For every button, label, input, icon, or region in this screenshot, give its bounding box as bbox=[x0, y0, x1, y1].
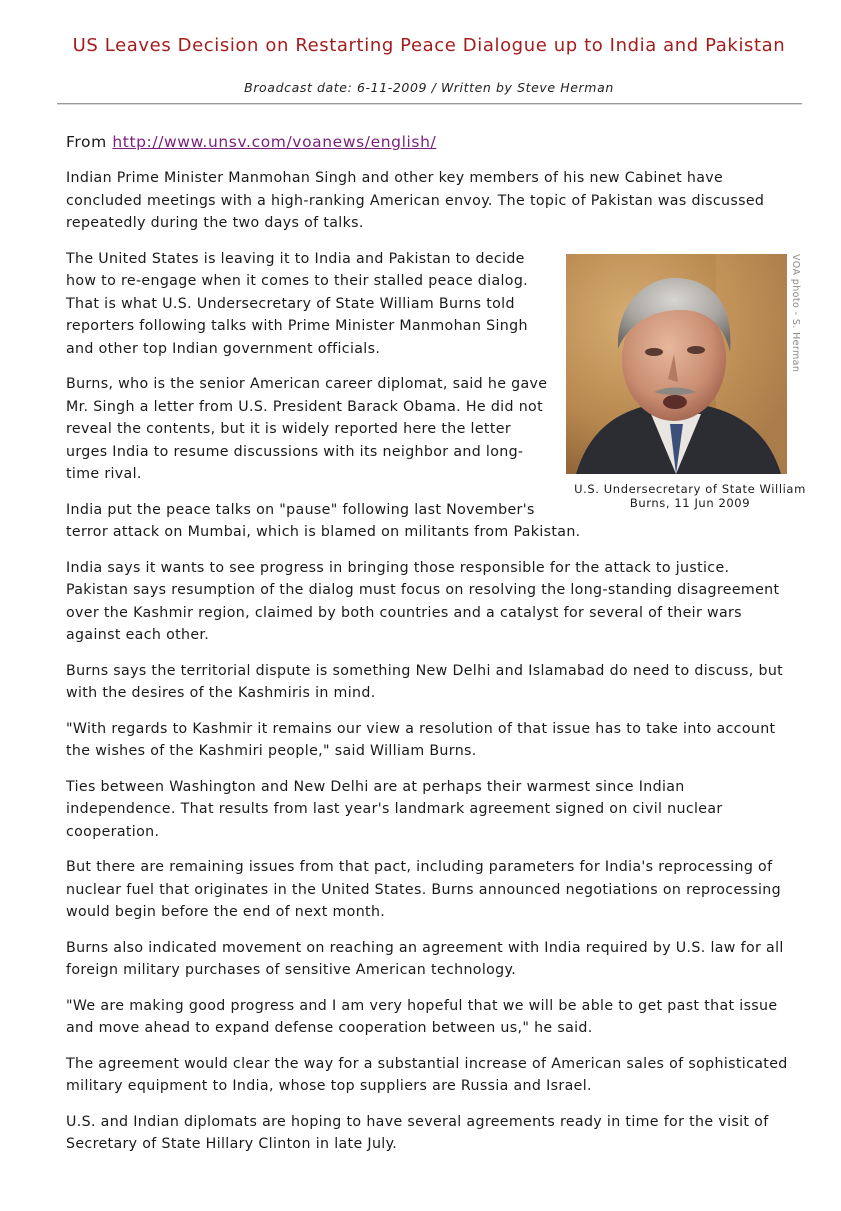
photo-figure bbox=[566, 254, 814, 510]
paragraph-10: Burns also indicated movement on reaching an agreement with India required by U.S. law for all foreign military purchases of sensitive American technology. bbox=[66, 939, 784, 978]
photo-caption: U.S. Undersecretary of State William Burns, 11 Jun 2009 bbox=[574, 481, 806, 510]
article-title: US Leaves Decision on Restarting Peace Dialogue up to India and Pakistan bbox=[72, 35, 786, 56]
paragraph-12: The agreement would clear the way for a substantial increase of American sales of sophisticated military equipment to India, whose top suppliers are Russia and Israel. bbox=[66, 1055, 788, 1094]
article-body bbox=[66, 130, 806, 1169]
paragraph-5: India says it wants to see progress in bringing those responsible for the attack to justice. Pakistan says resumption of the dialog must focus on resolving the long-standing disagreement over the Kashmir region, claimed by both countries and a catalyst for several of their wars against each other. bbox=[66, 559, 780, 643]
paragraph-7: "With regards to Kashmir it remains our view a resolution of that issue has to take into account the wishes of the Kashmiri people," said William Burns. bbox=[66, 720, 776, 759]
from-label: From bbox=[66, 133, 107, 151]
source-line bbox=[66, 130, 796, 154]
portrait-illustration bbox=[566, 254, 787, 474]
photo-frame bbox=[566, 254, 814, 474]
paragraph-6: Burns says the territorial dispute is something New Delhi and Islamabad do need to discuss, but with the desires of the Kashmiris in mind. bbox=[66, 662, 784, 701]
source-link[interactable]: http://www.unsv.com/voanews/english/ bbox=[112, 133, 437, 151]
paragraph-2: The United States is leaving it to India and Pakistan to decide how to re-engage when it comes to their stalled peace dialog. That is what U.S. Undersecretary of State William Burns told reporters following talks with Prime Minister Manmohan Singh and other top Indian government officials. bbox=[66, 250, 529, 357]
paragraph-11: "We are making good progress and I am very hopeful that we will be able to get past that issue and move ahead to expand defense cooperation between us," he said. bbox=[66, 997, 778, 1036]
article-byline: Broadcast date: 6-11-2009 / Written by Steve Herman bbox=[244, 80, 614, 95]
photo-credit: VOA photo - S. Herman bbox=[790, 253, 801, 372]
paragraph-1: Indian Prime Minister Manmohan Singh and other key members of his new Cabinet have concluded meetings with a high-ranking American envoy. The topic of Pakistan was discussed repeatedly during the two days of talks. bbox=[66, 170, 765, 231]
paragraph-4: India put the peace talks on "pause" following last November's terror attack on Mumbai, which is blamed on militants from Pakistan. bbox=[66, 501, 581, 540]
paragraph-8: Ties between Washington and New Delhi are at perhaps their warmest since Indian independence. That results from last year's landmark agreement signed on civil nuclear cooperation. bbox=[66, 778, 723, 840]
paragraph-9: But there are remaining issues from that pact, including parameters for India's reprocessing of nuclear fuel that originates in the United States. Burns announced negotiations on reprocessing would begin before the end of next month. bbox=[66, 859, 781, 920]
paragraph-13: U.S. and Indian diplomats are hoping to have several agreements ready in time for the visit of Secretary of State Hillary Clinton in late July. bbox=[66, 1113, 769, 1152]
header-divider bbox=[57, 103, 802, 105]
paragraph-3: Burns, who is the senior American career diplomat, said he gave Mr. Singh a letter from U.S. President Barack Obama. He did not reveal the contents, but it is widely reported here the letter urges India to resume discussions with its neighbor and long-time rival. bbox=[66, 376, 548, 482]
portrait-photo bbox=[566, 254, 787, 474]
